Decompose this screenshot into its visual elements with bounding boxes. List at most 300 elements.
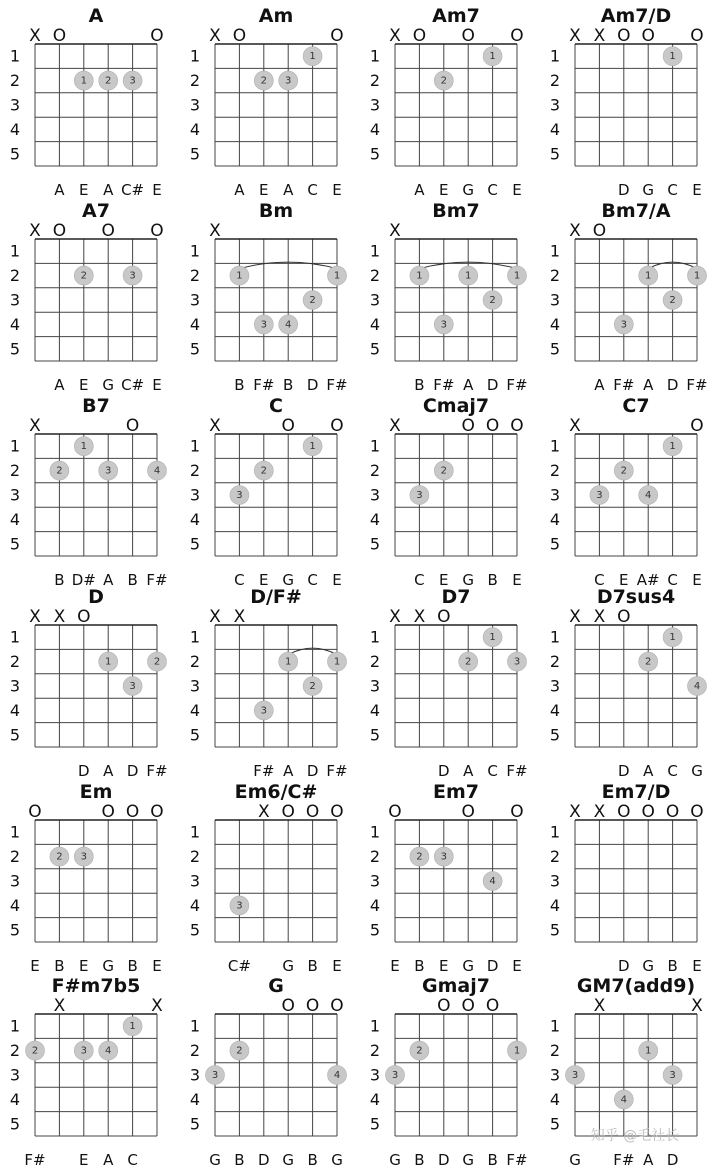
note-label: E [79, 376, 89, 394]
open-marker: O [330, 996, 344, 1016]
finger-number: 2 [440, 75, 447, 87]
note-label: C [667, 762, 678, 780]
fret-number: 3 [549, 95, 561, 115]
fret-number: 5 [189, 725, 201, 745]
note-label: A [54, 181, 65, 199]
note-label: E [439, 957, 449, 975]
note-label: C [307, 181, 318, 199]
open-marker: O [150, 221, 164, 241]
finger-number: 1 [105, 656, 112, 668]
note-label: A# [636, 571, 660, 589]
note-label: A [283, 181, 294, 199]
finger-number: 1 [80, 75, 87, 87]
fret-number: 3 [369, 485, 381, 505]
fret-number: 2 [549, 71, 561, 91]
fret-number: 4 [369, 119, 381, 139]
note-label: G [569, 1151, 581, 1166]
note-label: E [332, 957, 342, 975]
fret-number: 4 [9, 700, 21, 720]
note-label: G [102, 957, 115, 975]
fret-number: 3 [369, 871, 381, 891]
note-label: E [619, 571, 629, 589]
muted-marker: X [569, 802, 581, 822]
note-label: F# [686, 376, 708, 394]
fret-number: 3 [549, 1065, 561, 1085]
muted-marker: X [29, 607, 41, 627]
note-label: B [54, 571, 65, 589]
fret-number: 5 [9, 725, 21, 745]
fret-number: 1 [369, 1016, 381, 1036]
finger-number: 2 [153, 656, 161, 668]
fret-number: 4 [549, 895, 561, 915]
note-label: B [414, 957, 425, 975]
fret-number: 5 [549, 920, 561, 940]
note-label: F# [326, 376, 348, 394]
note-label: E [332, 571, 342, 589]
fret-number: 5 [9, 1114, 21, 1134]
fret-number: 5 [9, 144, 21, 164]
note-label: F# [253, 762, 275, 780]
note-label: D [666, 376, 679, 394]
fret-number: 1 [549, 241, 561, 261]
note-label: D [306, 762, 319, 780]
note-label: F# [146, 571, 168, 589]
open-marker: O [461, 416, 475, 436]
finger-number: 2 [236, 1045, 243, 1057]
finger-number: 4 [285, 319, 292, 331]
note-label: C# [227, 957, 251, 975]
note-label: A [643, 762, 654, 780]
fret-number: 5 [369, 339, 381, 359]
fret-number: 3 [549, 485, 561, 505]
fret-number: 3 [549, 676, 561, 696]
note-label: F# [433, 376, 455, 394]
note-label: A [103, 1151, 114, 1166]
finger-number: 2 [645, 656, 652, 668]
muted-marker: X [593, 996, 606, 1016]
fret-number: 4 [549, 509, 561, 529]
finger-number: 1 [236, 270, 243, 282]
fret-number: 1 [9, 822, 21, 842]
fret-number: 1 [369, 627, 381, 647]
note-label: E [259, 571, 269, 589]
finger-number: 2 [31, 1045, 39, 1057]
fret-number: 2 [369, 1041, 381, 1061]
finger-number: 1 [645, 1045, 652, 1057]
fret-number: 5 [549, 339, 561, 359]
note-label: C# [121, 376, 145, 394]
finger-number: 2 [416, 1045, 423, 1057]
note-label: E [439, 571, 449, 589]
note-label: E [332, 181, 342, 199]
fret-number: 1 [189, 241, 201, 261]
finger-number: 4 [645, 490, 652, 501]
finger-number: 4 [153, 465, 161, 477]
fret-number: 4 [549, 700, 561, 720]
finger-number: 3 [513, 656, 521, 668]
fret-number: 4 [369, 509, 381, 529]
fret-number: 3 [9, 95, 21, 115]
open-marker: O [101, 802, 115, 822]
note-label: E [79, 181, 89, 199]
finger-number: 1 [80, 441, 87, 453]
muted-marker: X [151, 996, 163, 1016]
fret-number: 2 [189, 652, 201, 672]
fret-number: 2 [189, 461, 201, 481]
fret-number: 2 [9, 847, 21, 867]
fret-number: 1 [549, 627, 561, 647]
finger-number: 1 [309, 441, 316, 453]
muted-marker: X [569, 221, 581, 241]
note-label: B [667, 957, 678, 975]
fret-number: 1 [549, 46, 561, 66]
chord-name: D7 [441, 586, 471, 608]
fret-number: 5 [369, 725, 381, 745]
finger-number: 2 [105, 75, 112, 87]
note-label: B [234, 1151, 245, 1166]
finger-number: 1 [645, 270, 652, 282]
finger-number: 2 [309, 681, 316, 692]
fret-number: 2 [369, 71, 381, 91]
note-label: B [54, 957, 65, 975]
open-marker: O [485, 416, 500, 436]
muted-marker: X [389, 416, 401, 436]
fret-number: 3 [189, 95, 201, 115]
fret-number: 2 [549, 652, 561, 672]
note-label: E [152, 181, 162, 199]
fret-number: 2 [549, 847, 561, 867]
note-label: G [462, 181, 475, 199]
note-label: F# [326, 762, 348, 780]
fret-number: 3 [9, 290, 21, 310]
note-label: A [463, 762, 474, 780]
fret-number: 2 [9, 266, 21, 286]
fret-number: 4 [189, 895, 201, 915]
fret-number: 3 [189, 485, 201, 505]
fret-number: 3 [369, 95, 381, 115]
fret-number: 4 [9, 509, 21, 529]
muted-marker: X [593, 26, 606, 46]
chord-name: Am [258, 5, 294, 27]
finger-number: 2 [489, 295, 496, 306]
note-label: G [642, 957, 655, 975]
fret-number: 1 [9, 436, 21, 456]
fret-number: 5 [9, 339, 21, 359]
finger-number: 3 [669, 1070, 676, 1081]
muted-marker: X [29, 221, 41, 241]
open-marker: O [150, 26, 164, 46]
fret-number: 3 [9, 485, 21, 505]
note-label: A [234, 181, 245, 199]
note-label: D [618, 957, 630, 975]
fret-number: 2 [549, 266, 561, 286]
note-label: A [463, 376, 474, 394]
fret-number: 2 [189, 1041, 201, 1061]
finger-number: 3 [571, 1070, 579, 1081]
note-label: G [331, 1151, 343, 1166]
fret-number: 1 [189, 1016, 201, 1036]
fret-number: 5 [189, 534, 201, 554]
finger-number: 1 [693, 270, 701, 282]
finger-number: 1 [513, 1045, 521, 1057]
fret-number: 5 [369, 920, 381, 940]
note-label: B [307, 957, 318, 975]
fret-number: 1 [189, 627, 201, 647]
fret-number: 1 [369, 46, 381, 66]
fret-number: 1 [9, 1016, 21, 1036]
open-marker: O [690, 416, 704, 436]
note-label: C [234, 571, 245, 589]
fret-number: 3 [549, 290, 561, 310]
note-label: F# [146, 762, 168, 780]
fret-number: 3 [189, 676, 201, 696]
fret-number: 4 [9, 119, 21, 139]
chord-name: Em6/C# [234, 781, 318, 803]
finger-number: 1 [669, 632, 676, 644]
finger-number: 3 [105, 465, 112, 477]
muted-marker: X [389, 221, 401, 241]
fret-number: 2 [9, 652, 21, 672]
note-label: A [103, 571, 114, 589]
open-marker: O [330, 802, 344, 822]
fret-number: 4 [189, 1089, 201, 1109]
open-marker: O [461, 802, 475, 822]
note-label: A [103, 181, 114, 199]
finger-number: 1 [333, 270, 341, 282]
open-marker: O [150, 802, 164, 822]
note-label: B [234, 376, 245, 394]
fret-number: 2 [369, 847, 381, 867]
finger-number: 1 [285, 656, 292, 668]
note-label: A [414, 181, 425, 199]
note-label: B [414, 376, 425, 394]
chord-name: Bm7/A [601, 200, 671, 222]
fret-number: 3 [549, 871, 561, 891]
note-label: B [127, 957, 138, 975]
finger-number: 3 [236, 900, 243, 912]
finger-number: 3 [236, 490, 243, 501]
open-marker: O [281, 416, 295, 436]
fret-number: 1 [549, 436, 561, 456]
finger-number: 3 [596, 490, 603, 501]
fret-number: 5 [549, 1114, 561, 1134]
open-marker: O [510, 26, 524, 46]
note-label: G [642, 181, 655, 199]
finger-number: 2 [56, 851, 63, 863]
note-label: B [127, 571, 138, 589]
fret-number: 2 [369, 266, 381, 286]
note-label: E [512, 957, 522, 975]
fret-number: 1 [369, 436, 381, 456]
note-label: E [79, 1151, 89, 1166]
note-label: E [259, 181, 269, 199]
muted-marker: X [29, 416, 41, 436]
open-marker: O [617, 26, 631, 46]
finger-number: 2 [309, 295, 316, 306]
open-marker: O [641, 26, 655, 46]
note-label: D [666, 1151, 679, 1166]
note-label: C [307, 571, 318, 589]
note-label: A [643, 1151, 654, 1166]
finger-number: 1 [129, 1021, 136, 1033]
fret-number: 5 [549, 534, 561, 554]
fret-number: 5 [369, 534, 381, 554]
note-label: E [30, 957, 40, 975]
fret-number: 1 [9, 627, 21, 647]
finger-number: 2 [620, 465, 627, 477]
fret-number: 4 [189, 119, 201, 139]
note-label: A [594, 376, 605, 394]
finger-number: 3 [391, 1070, 399, 1081]
muted-marker: X [233, 607, 246, 627]
fret-number: 2 [9, 1041, 21, 1061]
open-marker: O [52, 221, 67, 241]
fret-number: 2 [369, 461, 381, 481]
fret-number: 3 [189, 871, 201, 891]
note-label: A [643, 376, 654, 394]
muted-marker: X [209, 607, 221, 627]
open-marker: O [125, 802, 140, 822]
finger-number: 2 [56, 465, 63, 477]
fret-number: 1 [369, 241, 381, 261]
open-marker: O [510, 416, 524, 436]
finger-number: 1 [309, 51, 316, 63]
fret-number: 1 [189, 46, 201, 66]
fret-number: 4 [549, 119, 561, 139]
fret-number: 2 [189, 847, 201, 867]
fret-number: 4 [369, 314, 381, 334]
chord-name: G [268, 975, 284, 997]
finger-number: 1 [416, 270, 423, 282]
finger-number: 2 [260, 465, 267, 477]
open-marker: O [305, 802, 320, 822]
open-marker: O [461, 26, 475, 46]
note-label: D# [71, 571, 96, 589]
fret-number: 4 [9, 895, 21, 915]
fret-number: 2 [9, 71, 21, 91]
chord-name: D/F# [250, 586, 302, 608]
fret-number: 1 [189, 436, 201, 456]
fret-number: 4 [9, 314, 21, 334]
open-marker: O [330, 26, 344, 46]
finger-number: 4 [105, 1045, 112, 1057]
finger-number: 1 [489, 632, 496, 644]
note-label: G [389, 1151, 401, 1166]
note-label: G [102, 376, 115, 394]
finger-number: 2 [669, 295, 676, 306]
note-label: E [512, 181, 522, 199]
open-marker: O [232, 26, 247, 46]
fret-number: 5 [369, 144, 381, 164]
chord-name: Cmaj7 [422, 395, 490, 417]
fret-number: 4 [189, 700, 201, 720]
finger-number: 4 [693, 681, 701, 692]
note-label: F# [253, 376, 275, 394]
fret-number: 1 [9, 241, 21, 261]
note-label: E [692, 571, 702, 589]
muted-marker: X [209, 416, 221, 436]
muted-marker: X [569, 26, 581, 46]
muted-marker: X [257, 802, 270, 822]
open-marker: O [281, 996, 295, 1016]
muted-marker: X [691, 996, 703, 1016]
note-label: B [414, 1151, 425, 1166]
finger-number: 3 [620, 319, 627, 331]
note-label: D [126, 762, 139, 780]
chord-name: F#m7b5 [51, 975, 141, 997]
chord-name: Bm [258, 200, 294, 222]
finger-number: 3 [440, 851, 447, 863]
fret-number: 1 [549, 822, 561, 842]
note-label: G [462, 571, 475, 589]
finger-number: 4 [489, 876, 496, 887]
finger-number: 2 [416, 851, 423, 863]
finger-number: 2 [260, 75, 267, 87]
open-marker: O [330, 416, 344, 436]
open-marker: O [77, 607, 91, 627]
fret-number: 5 [369, 1114, 381, 1134]
chord-name: Gmaj7 [422, 975, 490, 997]
note-label: F# [506, 762, 528, 780]
muted-marker: X [389, 26, 401, 46]
note-label: E [390, 957, 400, 975]
note-label: C [127, 1151, 138, 1166]
note-label: D [618, 762, 630, 780]
finger-number: 1 [333, 656, 341, 668]
open-marker: O [437, 607, 451, 627]
fret-number: 1 [9, 46, 21, 66]
finger-number: 3 [440, 319, 447, 331]
note-label: F# [24, 1151, 46, 1166]
muted-marker: X [593, 802, 606, 822]
finger-number: 3 [80, 1045, 87, 1057]
note-label: C [594, 571, 605, 589]
fret-number: 4 [9, 1089, 21, 1109]
note-label: E [152, 957, 162, 975]
fret-number: 4 [549, 1089, 561, 1109]
note-label: C [487, 762, 498, 780]
muted-marker: X [53, 996, 66, 1016]
muted-marker: X [593, 607, 606, 627]
note-label: G [282, 1151, 295, 1166]
finger-number: 4 [333, 1070, 341, 1081]
chord-name: C [269, 395, 283, 417]
chord-name: D [88, 586, 104, 608]
note-label: E [692, 957, 702, 975]
note-label: F# [506, 376, 528, 394]
open-marker: O [52, 26, 67, 46]
finger-number: 1 [669, 441, 676, 453]
note-label: E [79, 957, 89, 975]
open-marker: O [690, 802, 704, 822]
fret-number: 5 [549, 725, 561, 745]
fret-number: 3 [189, 290, 201, 310]
note-label: G [209, 1151, 221, 1166]
finger-number: 3 [260, 705, 267, 717]
open-marker: O [617, 607, 631, 627]
fret-number: 3 [9, 871, 21, 891]
muted-marker: X [53, 607, 66, 627]
note-label: F# [613, 1151, 635, 1166]
note-label: E [439, 181, 449, 199]
note-label: D [78, 762, 90, 780]
note-label: A [283, 762, 294, 780]
finger-number: 2 [80, 270, 87, 282]
fret-number: 2 [9, 461, 21, 481]
fret-number: 5 [189, 1114, 201, 1134]
note-label: B [487, 571, 498, 589]
note-label: C# [121, 181, 145, 199]
